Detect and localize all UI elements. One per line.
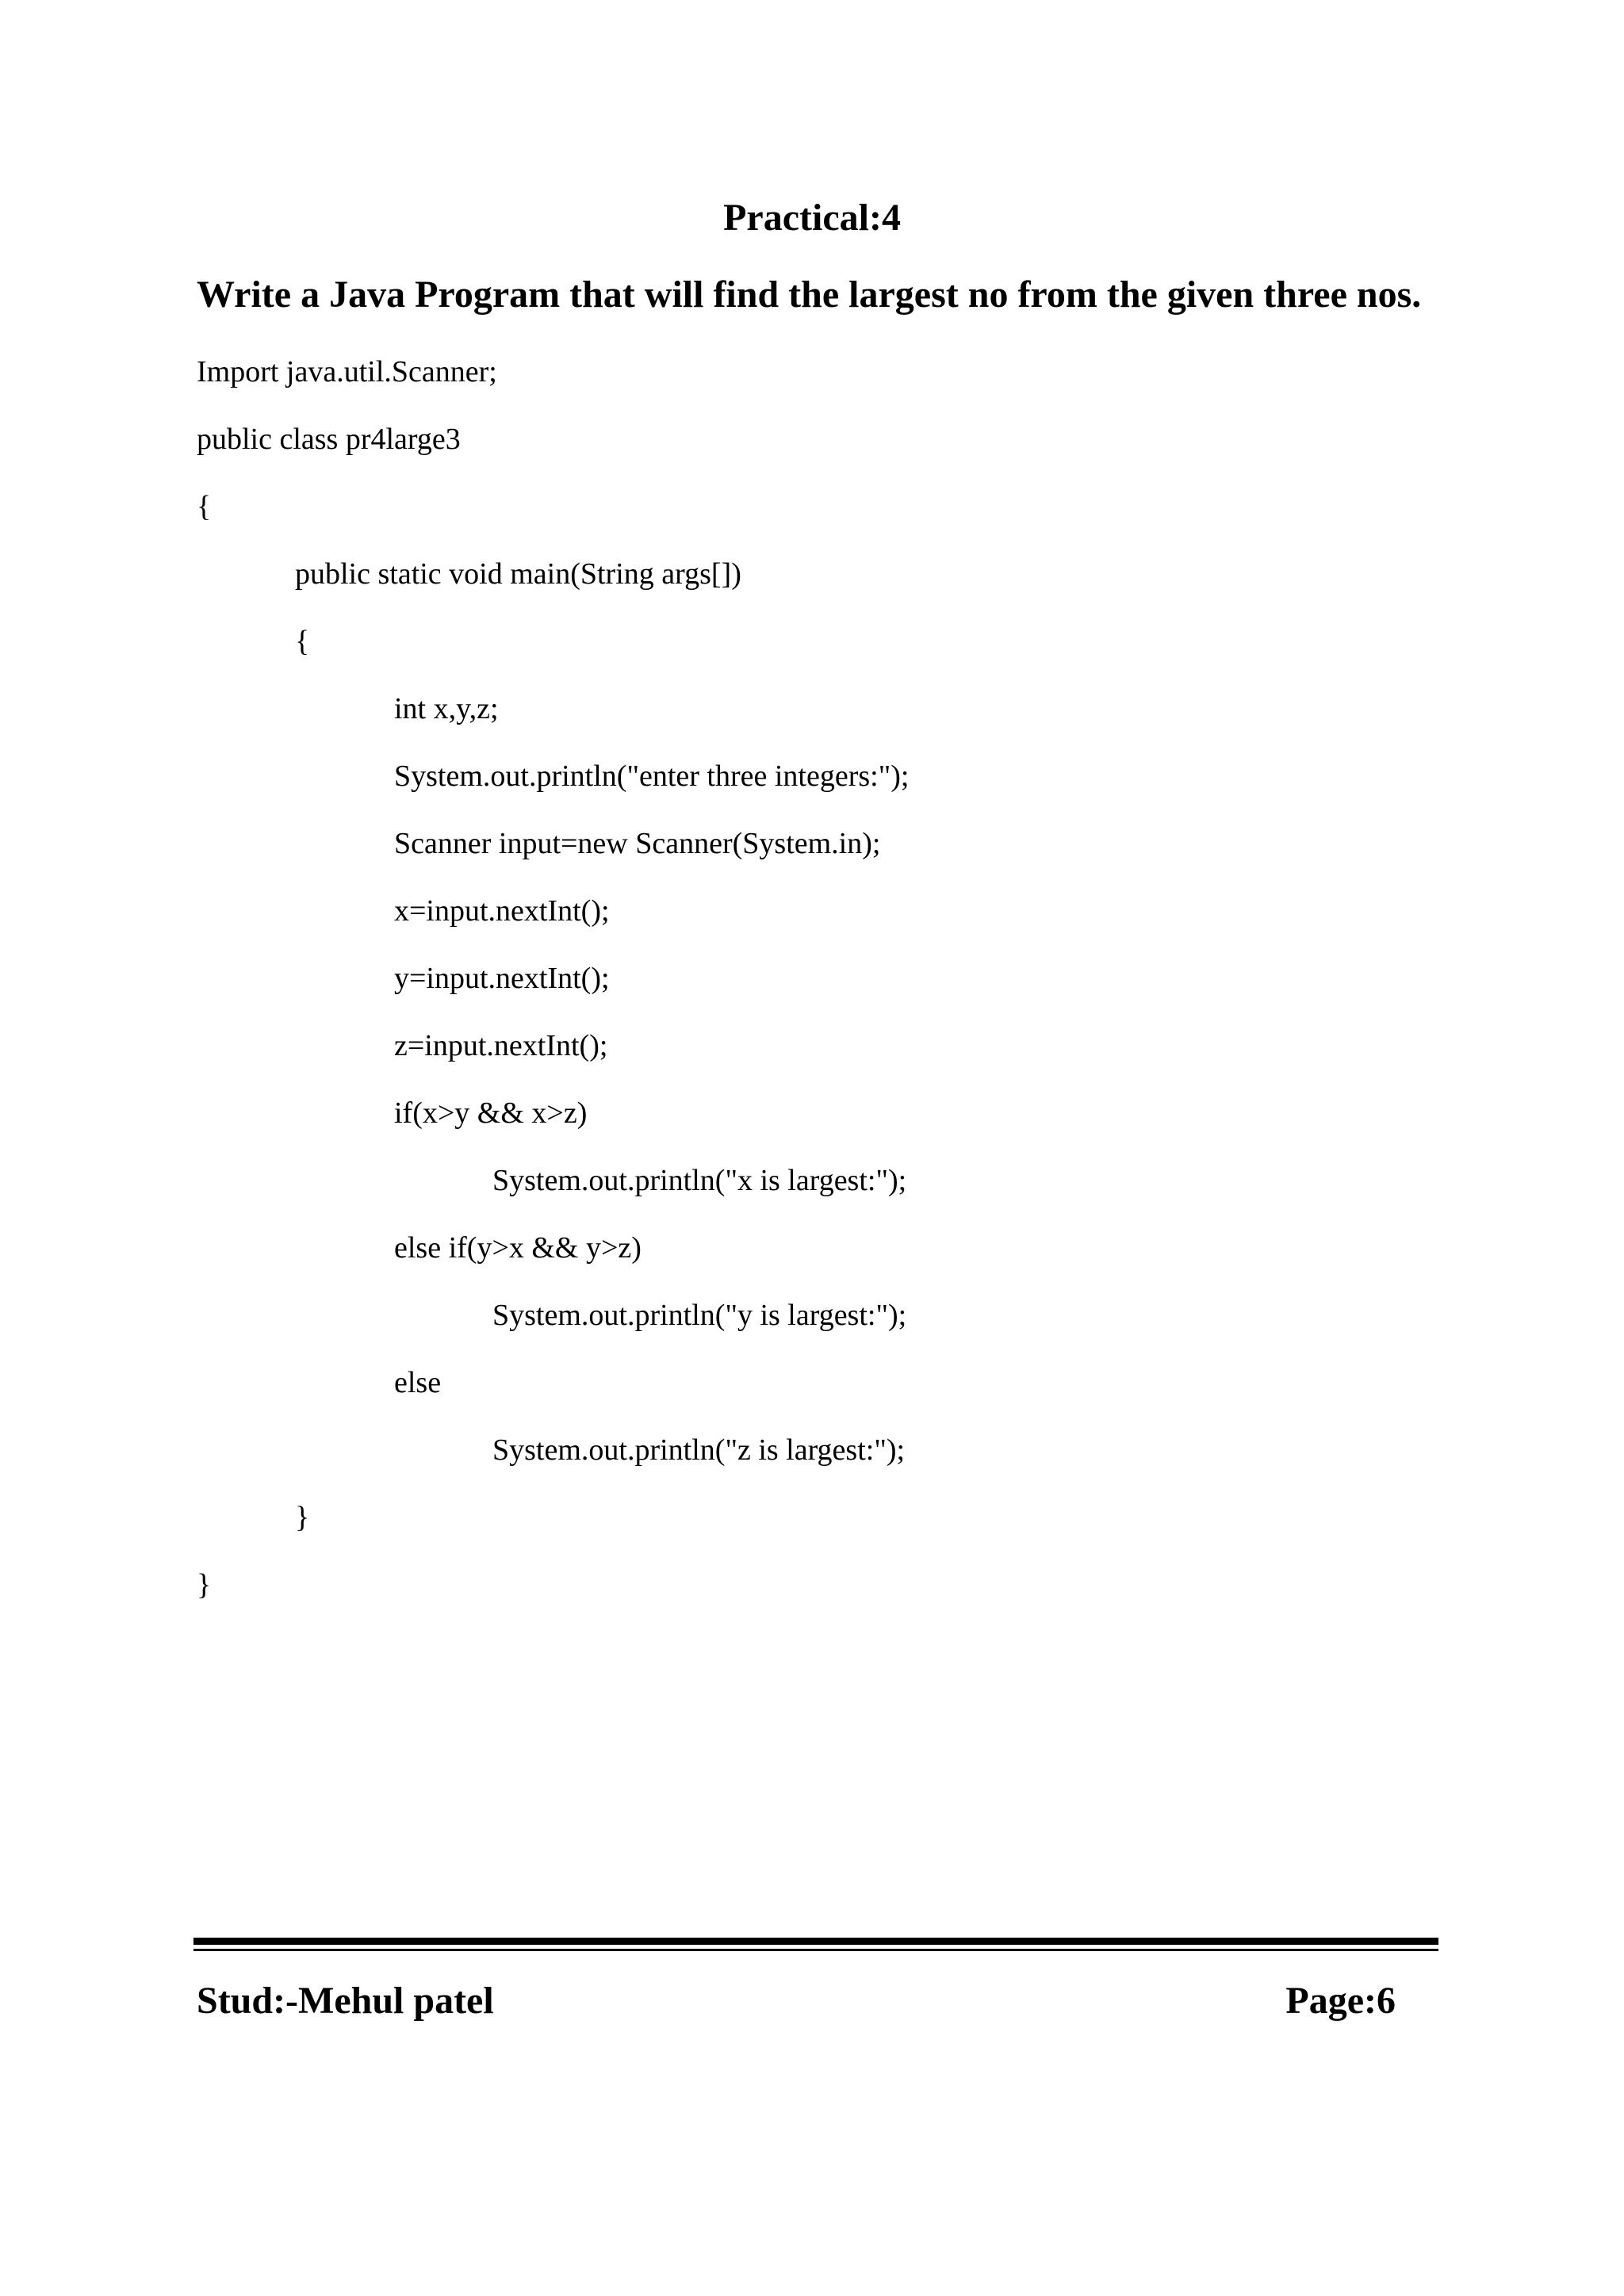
code-line-else-if-condition: else if(y>x && y>z) [394, 1231, 642, 1265]
footer-page-number: Page:6 [1285, 1980, 1396, 2022]
footer-rule-thick [193, 1938, 1438, 1945]
code-line-read-y: y=input.nextInt(); [394, 962, 610, 995]
code-line-print-y: System.out.println("y is largest:"); [492, 1299, 907, 1332]
code-line-class-declaration: public class pr4large3 [197, 423, 461, 456]
code-line-read-x: x=input.nextInt(); [394, 894, 610, 928]
code-line-prompt-print: System.out.println("enter three integers:"); [394, 760, 910, 793]
code-line-read-z: z=input.nextInt(); [394, 1029, 608, 1062]
footer-rule-thin [193, 1949, 1438, 1951]
code-line-class-open-brace: { [197, 490, 212, 523]
code-line-main-close-brace: } [295, 1501, 310, 1534]
code-line-main-method: public static void main(String args[]) [295, 557, 741, 591]
code-line-else: else [394, 1366, 442, 1399]
code-line-variable-declaration: int x,y,z; [394, 692, 499, 725]
practical-title: Practical:4 [723, 197, 901, 239]
code-line-import: Import java.util.Scanner; [197, 355, 497, 388]
code-line-print-x: System.out.println("x is largest:"); [492, 1164, 907, 1197]
code-line-class-close-brace: } [197, 1568, 212, 1601]
question-heading: Write a Java Program that will find the largest no from the given three nos. [197, 274, 1422, 316]
code-line-if-condition: if(x>y && x>z) [394, 1096, 588, 1130]
footer-student-name: Stud:-Mehul patel [197, 1980, 494, 2022]
code-line-main-open-brace: { [295, 625, 310, 658]
code-line-print-z: System.out.println("z is largest:"); [492, 1433, 906, 1467]
code-line-scanner-init: Scanner input=new Scanner(System.in); [394, 827, 881, 860]
